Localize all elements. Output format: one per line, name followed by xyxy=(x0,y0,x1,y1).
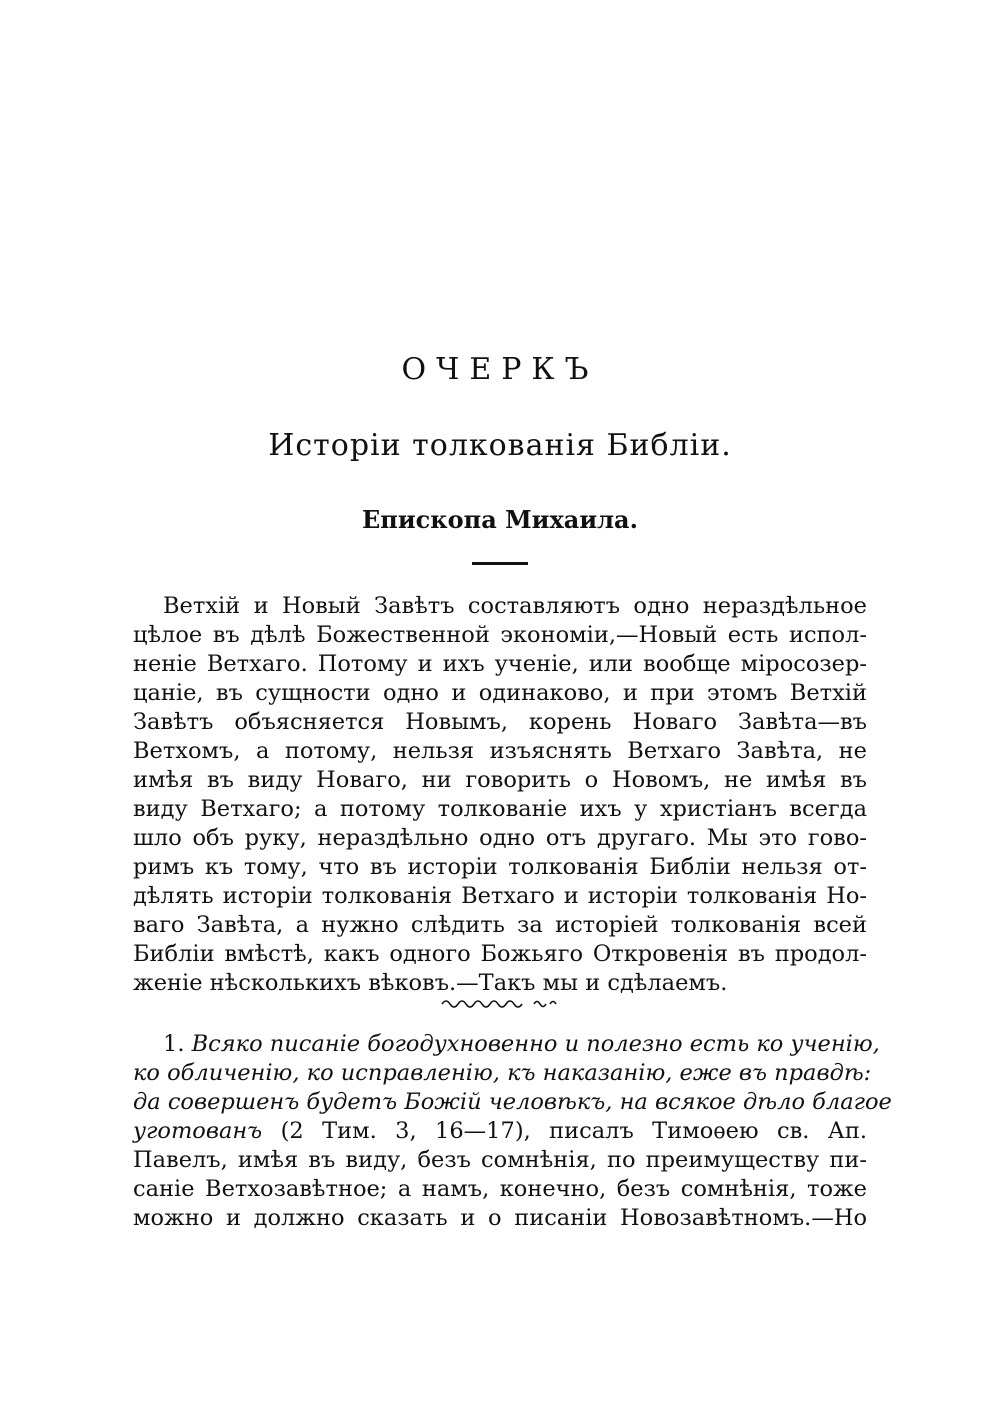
text-line: женіе нѣсколькихъ вѣковъ.—Такъ мы и сдѣлаемъ. xyxy=(133,970,728,996)
text-line: Библіи вмѣстѣ, какъ одного Божьяго Откровенія въ продол- xyxy=(133,941,867,967)
text-line: цѣлое въ дѣлѣ Божественной экономіи,—Новый есть испол- xyxy=(133,622,867,648)
text-line: неніе Ветхаго. Потому и ихъ ученіе, или вообще міросозер- xyxy=(133,651,867,677)
text-line xyxy=(133,1030,880,1059)
text-line: Павелъ, имѣя въ виду, безъ сомнѣнія, по преимуществу пи- xyxy=(133,1147,867,1173)
author-line: Епископа Михаила. xyxy=(362,505,638,534)
text-line xyxy=(133,1117,867,1146)
text-line: имѣя въ виду Новаго, ни говорить о Новомъ, не имѣя въ xyxy=(133,767,867,793)
scripture-quote: да совершенъ будетъ Божій человѣкъ, на всякое дѣло благое xyxy=(133,1089,892,1115)
section-1-paragraph xyxy=(133,1030,892,1233)
text-line: Ветхомъ, а потому, нельзя изъяснять Ветхаго Завѣта, не xyxy=(133,738,867,764)
text-line: Ветхій и Новый Завѣтъ составляютъ одно нераздѣльное xyxy=(163,593,867,619)
text-line: цаніе, въ сущности одно и одинаково, и при этомъ Ветхій xyxy=(133,680,867,706)
scripture-quote: уготованъ xyxy=(133,1118,263,1144)
section-number: 1. xyxy=(163,1031,192,1057)
page-title: ОЧЕРКЪ xyxy=(401,352,599,387)
scripture-reference: (2 Тим. 3, 16—17), писалъ Тимоѳею св. Ап. xyxy=(262,1118,867,1144)
scripture-quote: Всяко писаніе богодухновенно и полезно есть ко ученію, xyxy=(191,1031,880,1057)
text-line: шло объ руку, нераздѣльно одно отъ другаго. Мы это гово- xyxy=(133,825,867,851)
text-line: можно и должно сказать и о писаніи Новозавѣтномъ.—Но xyxy=(133,1205,867,1231)
text-line: римъ къ тому, что въ исторіи толкованія Библіи нельзя от- xyxy=(133,854,867,880)
text-line: виду Ветхаго; а потому толкованіе ихъ у христіанъ всегда xyxy=(133,796,867,822)
text-line: саніе Ветхозавѣтное; а намъ, конечно, безъ сомнѣнія, тоже xyxy=(133,1176,867,1202)
scripture-quote: ко обличенію, ко исправленію, къ наказанію, еже въ правдѣ: xyxy=(133,1060,872,1086)
intro-paragraph xyxy=(133,592,867,998)
wavy-ornament-divider xyxy=(440,995,565,1009)
text-line: Завѣтъ объясняется Новымъ, корень Новаго Завѣта—въ xyxy=(133,709,867,735)
divider-rule xyxy=(472,562,528,565)
text-line: ваго Завѣта, а нужно слѣдить за исторіей толкованія всей xyxy=(133,912,867,938)
page-subtitle: Исторіи толкованія Библіи. xyxy=(268,428,732,463)
text-line: дѣлять исторіи толкованія Ветхаго и исторіи толкованія Но- xyxy=(133,883,867,909)
